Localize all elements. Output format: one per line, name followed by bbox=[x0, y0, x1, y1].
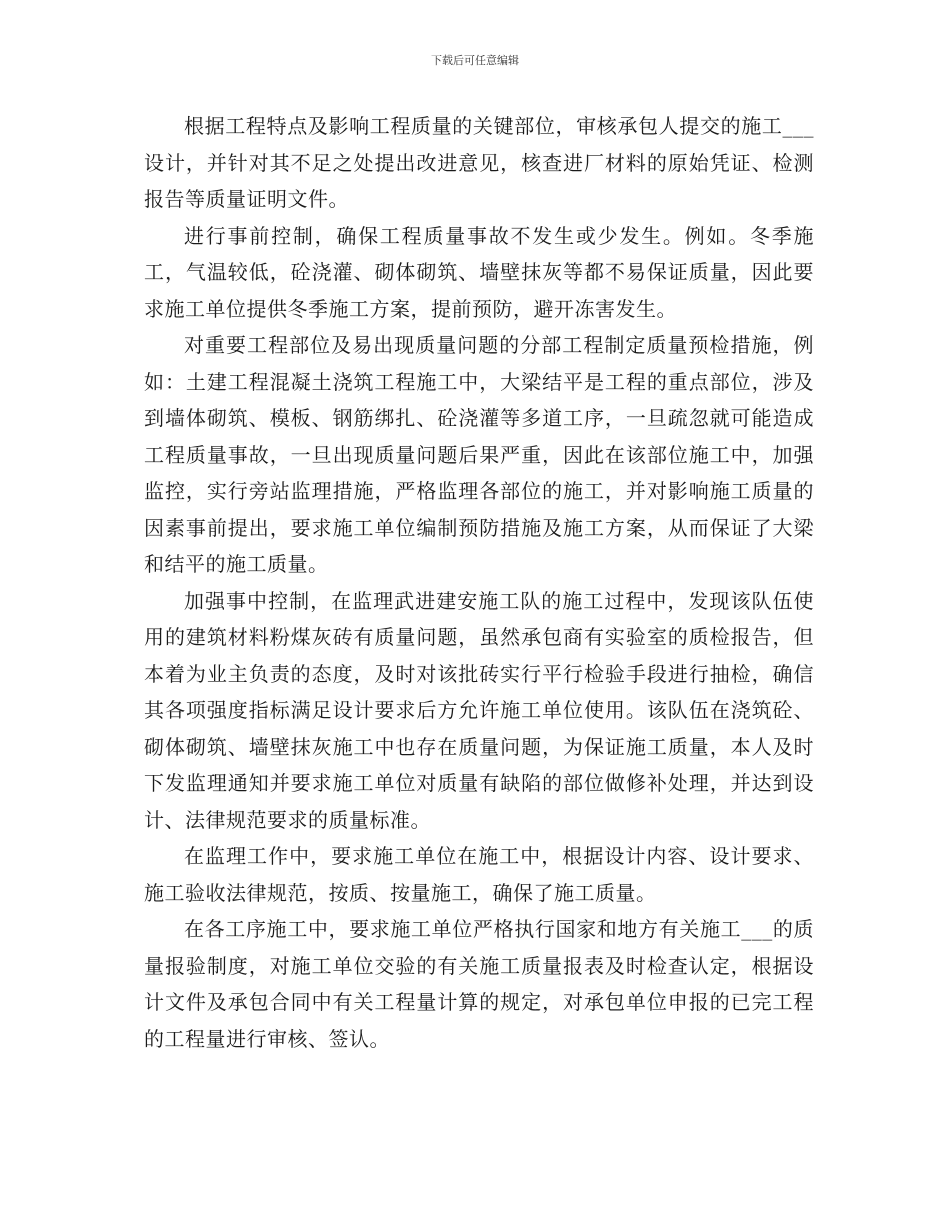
paragraph-2: 进行事前控制，确保工程质量事故不发生或少发生。例如。冬季施工，气温较低，砼浇灌、砌体砌筑、墙壁抹灰等都不易保证质量，因此要求施工单位提供冬季施工方案，提前预防，避开冻害发生。 bbox=[144, 223, 814, 321]
paragraph-4: 加强事中控制，在监理武进建安施工队的施工过程中，发现该队伍使用的建筑材料粉煤灰砖有质量问题，虽然承包商有实验室的质检报告，但本着为业主负责的态度，及时对该批砖实行平行检验手段进行抽检，确信其各项强度指标满足设计要求后方允许施工单位使用。该队伍在浇筑砼、砌体砌筑、墙壁抹灰施工中也存在质量问题，为保证施工质量，本人及时下发监理通知并要求施工单位对质量有缺陷的部位做修补处理，并达到设计、法律规范要求的质量标准。 bbox=[144, 588, 814, 832]
paragraph-6: 在各工序施工中，要求施工单位严格执行国家和地方有关施工___的质量报验制度，对施工单位交验的有关施工质量报表及时检查认定，根据设计文件及承包合同中有关工程量计算的规定，对承包单位申报的已完工程的工程量进行审核、签认。 bbox=[144, 917, 814, 1051]
paragraph-1: 根据工程特点及影响工程质量的关键部位，审核承包人提交的施工___设计，并针对其不足之处提出改进意见，核查进厂材料的原始凭证、检测报告等质量证明文件。 bbox=[144, 114, 814, 211]
document-body bbox=[144, 108, 814, 1057]
paragraph-5: 在监理工作中，要求施工单位在施工中，根据设计内容、设计要求、施工验收法律规范，按质、按量施工，确保了施工质量。 bbox=[144, 844, 814, 905]
page-header: 下载后可任意编辑 bbox=[431, 54, 519, 67]
paragraph-3: 对重要工程部位及易出现质量问题的分部工程制定质量预检措施，例如：土建工程混凝土浇筑工程施工中，大梁结平是工程的重点部位，涉及到墙体砌筑、模板、钢筋绑扎、砼浇灌等多道工序，一旦疏忽就可能造成工程质量事故，一旦出现质量问题后果严重，因此在该部位施工中，加强监控，实行旁站监理措施，严格监理各部位的施工，并对影响施工质量的因素事前提出，要求施工单位编制预防措施及施工方案，从而保证了大梁和结平的施工质量。 bbox=[144, 333, 814, 576]
